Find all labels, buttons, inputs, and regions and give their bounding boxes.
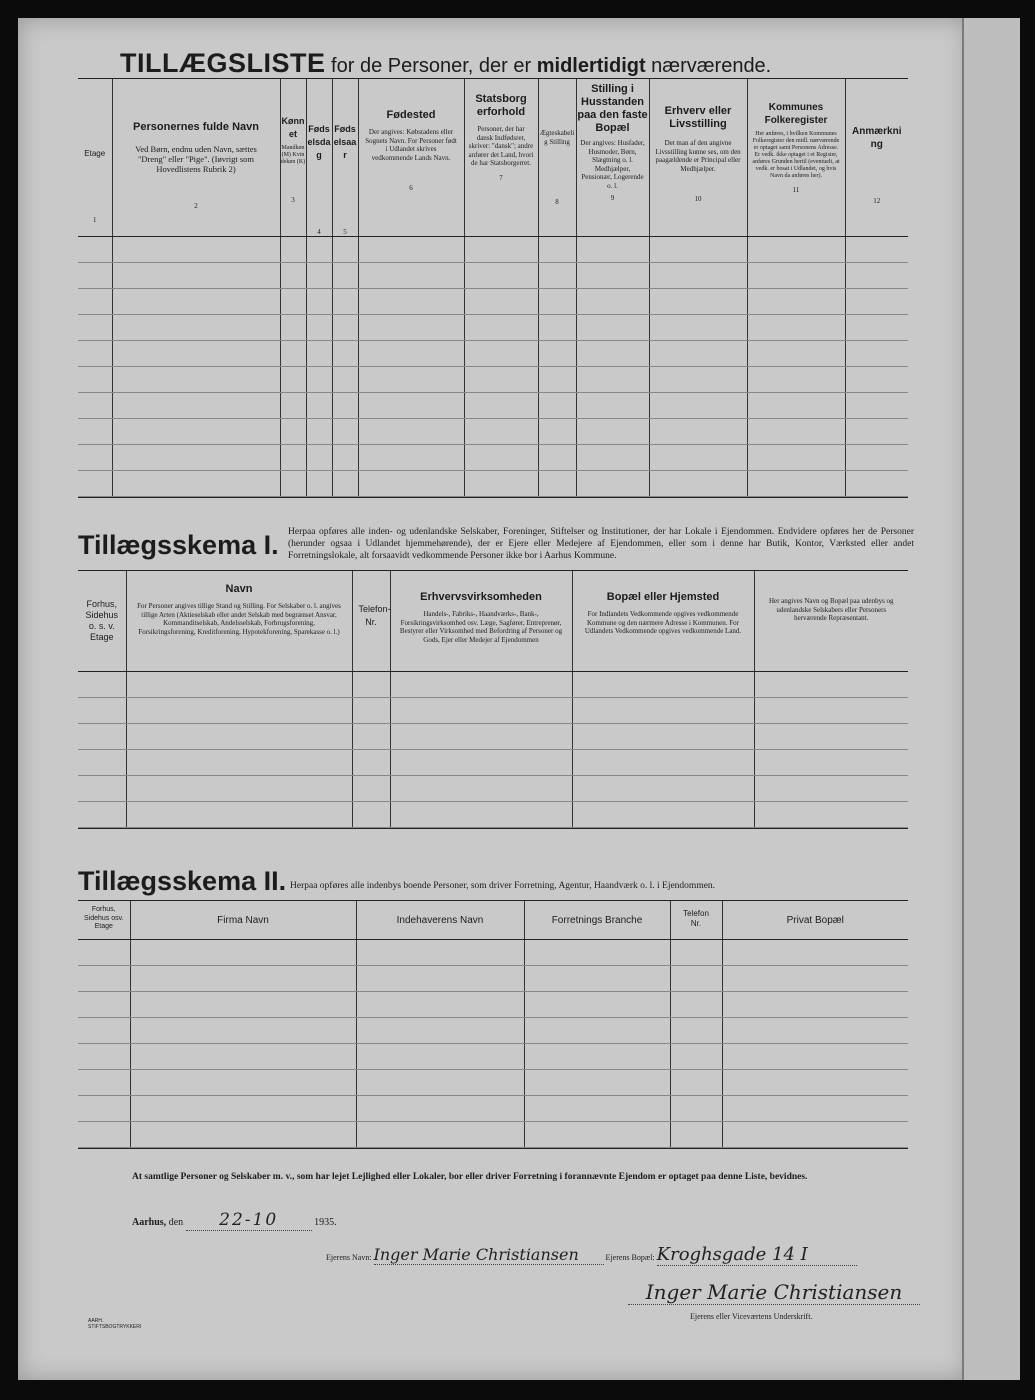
table-cell[interactable] xyxy=(670,1043,722,1069)
table-cell[interactable] xyxy=(112,289,280,315)
table-cell[interactable] xyxy=(845,263,908,289)
title-part1: for de Personer, der er xyxy=(325,55,537,77)
table-cell[interactable] xyxy=(845,393,908,419)
page-title xyxy=(120,48,771,79)
table-cell[interactable] xyxy=(747,315,845,341)
table-cell[interactable] xyxy=(78,991,130,1017)
s1-col-residence: Bopæl eller Hjemsted For Indlandets Vedkommende opgives vedkommende Kommune og den nærmere Adresse i Kommunen. For Udlandets Vedkommende opgives vedkommende Land. xyxy=(572,571,754,671)
table-cell[interactable] xyxy=(722,940,908,966)
table-cell[interactable] xyxy=(78,723,126,749)
table-cell[interactable] xyxy=(649,471,747,497)
table-cell[interactable] xyxy=(576,419,649,445)
table-cell[interactable] xyxy=(112,445,280,471)
table-cell[interactable] xyxy=(352,672,390,698)
table-cell[interactable] xyxy=(747,237,845,263)
table-cell[interactable] xyxy=(390,723,572,749)
table-cell[interactable] xyxy=(130,991,356,1017)
col-marital: Ægteskabelig Stilling 8 xyxy=(538,79,576,237)
table-cell[interactable] xyxy=(280,367,306,393)
table-cell[interactable] xyxy=(78,419,112,445)
table-cell[interactable] xyxy=(112,393,280,419)
table-cell[interactable] xyxy=(112,341,280,367)
col-citizenship: Statsborgerforhold Personer, der har dansk Indfødsret, skriver: "dansk"; andre anfører det Land, hvori de har Statsborgerret. 7 xyxy=(464,79,538,237)
table-cell[interactable] xyxy=(572,723,754,749)
col-occupation: Erhverv eller Livsstilling Det man af den angivne Livsstilling kunne ses, om den paagældende er Principal eller Medhjælper. 10 xyxy=(649,79,747,237)
skema2-desc: Herpaa opføres alle indenbys boende Personer, som driver Forretning, Agentur, Haandværk o. l. i Ejendommen. xyxy=(290,881,716,891)
list-body xyxy=(78,237,908,497)
table-cell[interactable] xyxy=(332,367,358,393)
col-birthplace: Fødested Der angives: Købstadens eller Sognets Navn. For Personer født i Udlandet skrives vedkommende Lands Navn. 6 xyxy=(358,79,464,237)
table-cell[interactable] xyxy=(352,801,390,827)
table-cell[interactable] xyxy=(280,341,306,367)
table-cell[interactable] xyxy=(358,315,464,341)
table-cell[interactable] xyxy=(538,393,576,419)
table-cell[interactable] xyxy=(670,965,722,991)
table-cell[interactable] xyxy=(524,1043,670,1069)
table-cell[interactable] xyxy=(78,341,112,367)
skema1-desc: Herpaa opføres alle inden- og udenlandske Selskaber, Foreninger, Stiftelser og Institutioner, der har Lokale i Ejendommen. Endvidere opføres her de Personer (herunder ogsaa i Udlandet hjemmehørende), der er Ejere eller Medejere af Ejendommen, eller som i denne har Butik, Kontor, Værksted eller andet Forretningslokale, alt forsaavidt vedkommende Personer ikke bor i Aarhus Kommune. xyxy=(288,527,914,561)
skema2-body xyxy=(78,940,908,1148)
table-cell[interactable] xyxy=(572,672,754,698)
table-cell[interactable] xyxy=(126,775,352,801)
table-cell[interactable] xyxy=(845,471,908,497)
table-cell[interactable] xyxy=(332,315,358,341)
table-cell[interactable] xyxy=(78,965,130,991)
city-label: Aarhus, xyxy=(132,1217,167,1228)
table-cell[interactable] xyxy=(332,237,358,263)
owner-name-field xyxy=(374,1245,604,1265)
table-cell[interactable] xyxy=(576,263,649,289)
table-cell[interactable] xyxy=(747,419,845,445)
table-cell[interactable] xyxy=(280,263,306,289)
table-cell[interactable] xyxy=(464,367,538,393)
table-cell[interactable] xyxy=(280,419,306,445)
table-cell[interactable] xyxy=(464,393,538,419)
s1-col-business: Erhvervsvirksomheden Handels-, Fabriks-, Haandværks-, Bank-, Forsikringsvirksomhed osv. Læge, Sagfører, Entreprenør, Bestyrer eller Virksomhed med Befordring af Personer og Gods, Ejer eller Medejer af Ejendommen xyxy=(390,571,572,671)
table-cell[interactable] xyxy=(78,367,112,393)
date-field xyxy=(186,1210,312,1231)
table-cell[interactable] xyxy=(332,393,358,419)
table-cell[interactable] xyxy=(754,801,908,827)
table-cell[interactable] xyxy=(524,1095,670,1121)
table-cell[interactable] xyxy=(649,315,747,341)
table-cell[interactable] xyxy=(538,471,576,497)
table-cell[interactable] xyxy=(538,445,576,471)
table-cell[interactable] xyxy=(576,393,649,419)
table-cell[interactable] xyxy=(576,471,649,497)
table-cell[interactable] xyxy=(747,263,845,289)
table-cell[interactable] xyxy=(845,289,908,315)
table-cell[interactable] xyxy=(356,940,524,966)
table-cell[interactable] xyxy=(130,940,356,966)
table-cell[interactable] xyxy=(390,801,572,827)
table-row xyxy=(78,1043,908,1069)
table-cell[interactable] xyxy=(572,697,754,723)
table-cell[interactable] xyxy=(524,940,670,966)
table-cell[interactable] xyxy=(78,315,112,341)
table-cell[interactable] xyxy=(670,1095,722,1121)
table-cell[interactable] xyxy=(280,393,306,419)
table-cell[interactable] xyxy=(464,341,538,367)
table-cell[interactable] xyxy=(112,315,280,341)
attest-text: At samtlige Personer og Selskaber m. v., som har lejet Lejlighed eller Lokaler, bor eller driver Forretning i forannævnte Ejendom er optaget paa denne Liste, bevidnes. xyxy=(132,1172,808,1182)
date-line xyxy=(132,1210,337,1231)
table-cell[interactable] xyxy=(306,263,332,289)
col-register: Kommunes Folkeregister Her anføres, i hvilken Kommunes Folkeregister den midl. nærværende er optaget samt Personens Adresse. Er vedk. ikke optaget i et Register, anføres Grunden hertil (eventuelt, at vedk. er bosat i Udlandet, og hvis Navn da anføres her). 11 xyxy=(747,79,845,237)
owner-line xyxy=(326,1244,857,1266)
table-cell[interactable] xyxy=(747,341,845,367)
table-row xyxy=(78,723,908,749)
table-row xyxy=(78,419,908,445)
table-cell[interactable] xyxy=(572,775,754,801)
table-cell[interactable] xyxy=(112,263,280,289)
signature-field xyxy=(628,1280,920,1305)
s1-col-phone: Telefon-Nr. xyxy=(352,571,390,671)
s2-col-owner: Indehaverens Navn xyxy=(356,901,524,939)
table-cell[interactable] xyxy=(78,672,126,698)
table-row xyxy=(78,672,908,698)
table-cell[interactable] xyxy=(78,289,112,315)
table-cell[interactable] xyxy=(280,237,306,263)
table-cell[interactable] xyxy=(572,749,754,775)
table-cell[interactable] xyxy=(572,801,754,827)
col-name: Personernes fulde Navn Ved Børn, endnu uden Navn, sættes "Dreng" eller "Pige". (Iøvrigt som Hovedlistens Rubrik 2) 2 xyxy=(112,79,280,237)
table-cell[interactable] xyxy=(576,341,649,367)
table-cell[interactable] xyxy=(306,445,332,471)
skema1-title: Tillægsskema I. xyxy=(78,530,279,560)
s2-col-branch: Forretnings Branche xyxy=(524,901,670,939)
table-cell[interactable] xyxy=(78,237,112,263)
table-cell[interactable] xyxy=(649,237,747,263)
table-cell[interactable] xyxy=(352,723,390,749)
table-cell[interactable] xyxy=(130,1043,356,1069)
table-cell[interactable] xyxy=(126,723,352,749)
table-cell[interactable] xyxy=(306,419,332,445)
year-label: 1935. xyxy=(314,1217,337,1228)
owner-address-label: Ejerens Bopæl: xyxy=(605,1253,655,1262)
table-cell[interactable] xyxy=(649,263,747,289)
table-cell[interactable] xyxy=(358,471,464,497)
table-cell[interactable] xyxy=(747,367,845,393)
s1-col-etage: Forhus, Sidehus o. s. v. Etage xyxy=(78,571,126,671)
next-page-edge xyxy=(962,18,1020,1380)
skema2-table-wrap xyxy=(78,900,908,1149)
table-cell[interactable] xyxy=(356,1069,524,1095)
s1-col-name: Navn For Personer angives tillige Stand og Stilling. For Selskaber o. l. angives tillige Arten (Aktieselskab eller andet Selskab med begrænset Ansvar, Kommanditselskab, Andelsselskab, Forbrugsforening, Forsikringsforening, Kreditforening, Hypotekforening, Sparekasse o. l.) xyxy=(126,571,352,671)
table-cell[interactable] xyxy=(649,341,747,367)
owner-name-label: Ejerens Navn: xyxy=(326,1253,372,1262)
table-cell[interactable] xyxy=(722,965,908,991)
table-cell[interactable] xyxy=(112,367,280,393)
table-cell[interactable] xyxy=(722,1069,908,1095)
table-cell[interactable] xyxy=(332,289,358,315)
table-cell[interactable] xyxy=(332,263,358,289)
table-cell[interactable] xyxy=(126,672,352,698)
table-row xyxy=(78,1069,908,1095)
table-cell[interactable] xyxy=(576,367,649,393)
table-cell[interactable] xyxy=(464,315,538,341)
list-table-wrap xyxy=(78,78,908,498)
table-cell[interactable] xyxy=(524,965,670,991)
col-etage: Etage 1 xyxy=(78,79,112,237)
table-cell[interactable] xyxy=(78,393,112,419)
table-cell[interactable] xyxy=(280,289,306,315)
table-cell[interactable] xyxy=(280,471,306,497)
table-cell[interactable] xyxy=(78,749,126,775)
signature-handwritten: Inger Marie Christiansen xyxy=(645,1280,903,1304)
table-cell[interactable] xyxy=(358,263,464,289)
table-cell[interactable] xyxy=(356,991,524,1017)
owner-address-handwritten: Kroghsgade 14 I xyxy=(656,1244,808,1265)
table-cell[interactable] xyxy=(538,367,576,393)
table-cell[interactable] xyxy=(306,315,332,341)
table-row xyxy=(78,697,908,723)
table-cell[interactable] xyxy=(332,445,358,471)
s2-col-phone: Telefon Nr. xyxy=(670,901,722,939)
table-cell[interactable] xyxy=(112,419,280,445)
table-cell[interactable] xyxy=(78,1043,130,1069)
table-cell[interactable] xyxy=(356,1121,524,1147)
table-row xyxy=(78,1095,908,1121)
table-cell[interactable] xyxy=(356,965,524,991)
table-cell[interactable] xyxy=(130,1069,356,1095)
table-cell[interactable] xyxy=(358,419,464,445)
table-cell[interactable] xyxy=(538,237,576,263)
col-household: Stilling i Husstanden paa den faste Bopæl Der angives: Husfader, Husmoder, Børn, Slægtning o. l. Medhjælper, Pensionær, Logerende o. l. 9 xyxy=(576,79,649,237)
table-cell[interactable] xyxy=(332,471,358,497)
table-cell[interactable] xyxy=(670,991,722,1017)
table-cell[interactable] xyxy=(130,1095,356,1121)
col-remarks: Anmærkning 12 xyxy=(845,79,908,237)
s1-col-representative: Her angives Navn og Bopæl paa udenbys og udenlandske Selskabers eller Personers herværende Repræsentant. xyxy=(754,571,908,671)
table-cell[interactable] xyxy=(130,1017,356,1043)
date-handwritten: 22-10 xyxy=(219,1210,279,1230)
s2-col-firm: Firma Navn xyxy=(130,901,356,939)
signature-label: Ejerens eller Viceværtens Underskrift. xyxy=(690,1312,813,1321)
col-gender: Kønnet Mandkøn (M) Kvindekøn (K) 3 xyxy=(280,79,306,237)
table-cell[interactable] xyxy=(126,749,352,775)
table-cell[interactable] xyxy=(390,697,572,723)
table-cell[interactable] xyxy=(332,419,358,445)
table-row xyxy=(78,749,908,775)
table-row xyxy=(78,445,908,471)
table-cell[interactable] xyxy=(754,775,908,801)
table-cell[interactable] xyxy=(649,393,747,419)
table-cell[interactable] xyxy=(722,1095,908,1121)
table-cell[interactable] xyxy=(464,445,538,471)
table-cell[interactable] xyxy=(280,445,306,471)
table-cell[interactable] xyxy=(538,289,576,315)
table-cell[interactable] xyxy=(576,315,649,341)
table-row xyxy=(78,775,908,801)
table-cell[interactable] xyxy=(78,1095,130,1121)
table-cell[interactable] xyxy=(126,697,352,723)
skema1-table-wrap xyxy=(78,570,908,829)
table-cell[interactable] xyxy=(649,419,747,445)
table-cell[interactable] xyxy=(845,341,908,367)
table-cell[interactable] xyxy=(358,367,464,393)
table-cell[interactable] xyxy=(576,289,649,315)
title-bold: midlertidigt xyxy=(536,55,646,77)
table-cell[interactable] xyxy=(78,775,126,801)
table-cell[interactable] xyxy=(78,1069,130,1095)
table-cell[interactable] xyxy=(356,1017,524,1043)
table-cell[interactable] xyxy=(112,237,280,263)
table-cell[interactable] xyxy=(524,991,670,1017)
table-cell[interactable] xyxy=(352,749,390,775)
table-row xyxy=(78,1017,908,1043)
table-cell[interactable] xyxy=(670,1017,722,1043)
table-cell[interactable] xyxy=(845,315,908,341)
table-cell[interactable] xyxy=(464,419,538,445)
table-cell[interactable] xyxy=(747,445,845,471)
s2-col-etage: Forhus, Sidehus osv. Etage xyxy=(78,901,130,939)
table-cell[interactable] xyxy=(112,471,280,497)
table-cell[interactable] xyxy=(280,315,306,341)
table-cell[interactable] xyxy=(722,1017,908,1043)
table-cell[interactable] xyxy=(754,723,908,749)
den-label: den xyxy=(168,1217,184,1228)
table-row xyxy=(78,367,908,393)
table-row xyxy=(78,263,908,289)
table-cell[interactable] xyxy=(464,289,538,315)
table-cell[interactable] xyxy=(649,445,747,471)
table-cell[interactable] xyxy=(358,289,464,315)
table-cell[interactable] xyxy=(722,1043,908,1069)
table-cell[interactable] xyxy=(538,263,576,289)
table-cell[interactable] xyxy=(358,341,464,367)
table-cell[interactable] xyxy=(754,672,908,698)
table-cell[interactable] xyxy=(358,445,464,471)
table-cell[interactable] xyxy=(306,237,332,263)
table-cell[interactable] xyxy=(754,749,908,775)
table-cell[interactable] xyxy=(78,940,130,966)
table-cell[interactable] xyxy=(78,1121,130,1147)
table-cell[interactable] xyxy=(670,1069,722,1095)
table-cell[interactable] xyxy=(722,991,908,1017)
table-cell[interactable] xyxy=(845,419,908,445)
table-cell[interactable] xyxy=(845,237,908,263)
skema2-table xyxy=(78,901,908,940)
table-cell[interactable] xyxy=(538,419,576,445)
table-cell[interactable] xyxy=(524,1017,670,1043)
table-cell[interactable] xyxy=(306,393,332,419)
table-cell[interactable] xyxy=(130,965,356,991)
table-cell[interactable] xyxy=(670,940,722,966)
table-cell[interactable] xyxy=(722,1121,908,1147)
table-cell[interactable] xyxy=(78,471,112,497)
table-cell[interactable] xyxy=(356,1043,524,1069)
table-cell[interactable] xyxy=(670,1121,722,1147)
table-cell[interactable] xyxy=(576,445,649,471)
table-cell[interactable] xyxy=(78,263,112,289)
table-row xyxy=(78,965,908,991)
table-cell[interactable] xyxy=(352,697,390,723)
table-cell[interactable] xyxy=(306,471,332,497)
table-cell[interactable] xyxy=(747,393,845,419)
table-cell[interactable] xyxy=(358,393,464,419)
table-cell[interactable] xyxy=(524,1121,670,1147)
table-cell[interactable] xyxy=(754,697,908,723)
table-cell[interactable] xyxy=(464,471,538,497)
table-row xyxy=(78,940,908,966)
table-cell[interactable] xyxy=(78,1017,130,1043)
table-cell[interactable] xyxy=(845,445,908,471)
table-row xyxy=(78,1121,908,1147)
table-row xyxy=(78,471,908,497)
table-row xyxy=(78,991,908,1017)
table-cell[interactable] xyxy=(390,749,572,775)
table-cell[interactable] xyxy=(126,801,352,827)
table-row xyxy=(78,341,908,367)
table-row xyxy=(78,237,908,263)
printer-mark: AARH. STIFTSBOGTRYKKERI xyxy=(88,1318,142,1330)
list-table xyxy=(78,79,908,237)
table-row xyxy=(78,393,908,419)
skema1-table xyxy=(78,571,908,672)
s2-col-address: Privat Bopæl xyxy=(722,901,908,939)
owner-name-handwritten: Inger Marie Christiansen xyxy=(373,1245,579,1264)
table-cell[interactable] xyxy=(352,775,390,801)
table-cell[interactable] xyxy=(390,672,572,698)
col-birthyear: Fødselsaar 5 xyxy=(332,79,358,237)
col-birthday: Fødselsdag 4 xyxy=(306,79,332,237)
table-cell[interactable] xyxy=(78,801,126,827)
table-cell[interactable] xyxy=(306,341,332,367)
table-cell[interactable] xyxy=(78,697,126,723)
title-main: TILLÆGSLISTE xyxy=(120,48,326,78)
table-cell[interactable] xyxy=(356,1095,524,1121)
table-cell[interactable] xyxy=(538,315,576,341)
table-row xyxy=(78,801,908,827)
skema2-title: Tillægsskema II. xyxy=(78,866,287,896)
table-cell[interactable] xyxy=(130,1121,356,1147)
table-cell[interactable] xyxy=(524,1069,670,1095)
table-cell[interactable] xyxy=(78,445,112,471)
owner-address-field xyxy=(657,1244,857,1266)
skema1-body xyxy=(78,672,908,828)
table-cell[interactable] xyxy=(576,237,649,263)
table-cell[interactable] xyxy=(845,367,908,393)
table-row xyxy=(78,315,908,341)
table-cell[interactable] xyxy=(649,289,747,315)
table-row xyxy=(78,289,908,315)
table-cell[interactable] xyxy=(464,237,538,263)
table-cell[interactable] xyxy=(538,341,576,367)
table-cell[interactable] xyxy=(464,263,538,289)
table-cell[interactable] xyxy=(747,471,845,497)
table-cell[interactable] xyxy=(649,367,747,393)
title-part2: nærværende. xyxy=(645,55,772,77)
table-cell[interactable] xyxy=(747,289,845,315)
table-cell[interactable] xyxy=(306,289,332,315)
table-cell[interactable] xyxy=(390,775,572,801)
table-cell[interactable] xyxy=(306,367,332,393)
table-cell[interactable] xyxy=(332,341,358,367)
table-cell[interactable] xyxy=(358,237,464,263)
